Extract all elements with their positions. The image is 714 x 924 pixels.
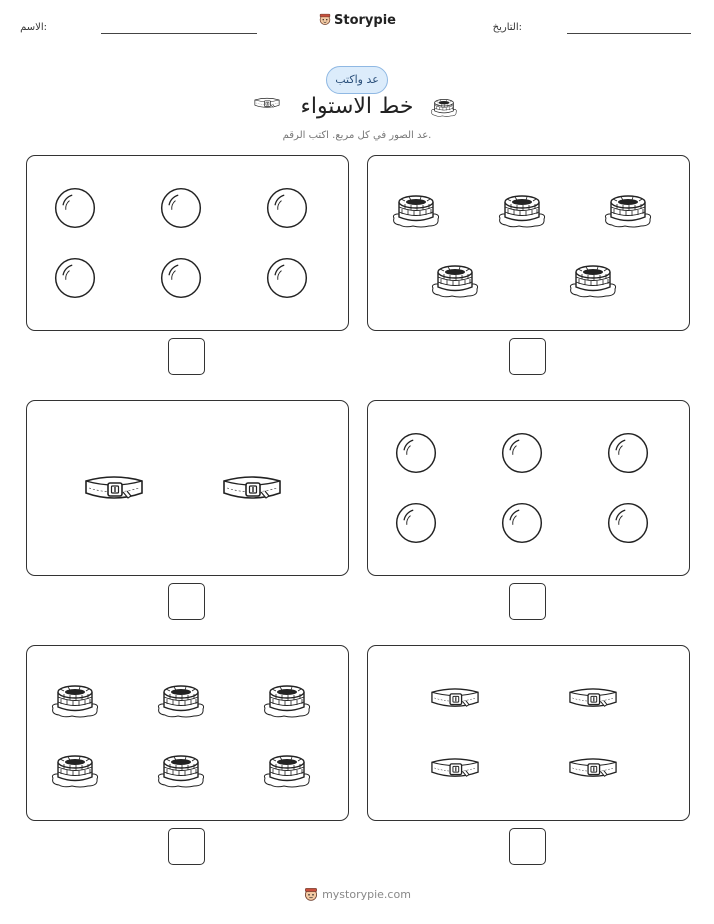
counting-box-1 (26, 155, 349, 331)
well-icon (156, 748, 206, 788)
bubble-icon (264, 185, 310, 231)
bubble-icon (264, 255, 310, 301)
activity-badge: عد واكتب (326, 66, 388, 94)
bubble-icon (158, 185, 204, 231)
counting-box-5 (26, 645, 349, 821)
footer-site[interactable]: mystorypie.com (322, 888, 411, 901)
belt-icon (568, 754, 618, 782)
answer-box-3[interactable] (168, 583, 205, 620)
well-icon (430, 258, 480, 298)
page-title: خط الاستواء (300, 94, 414, 119)
well-icon (156, 678, 206, 718)
counting-box-4 (367, 400, 690, 576)
answer-box-6[interactable] (509, 828, 546, 865)
date-field[interactable] (567, 33, 691, 34)
well-icon (391, 188, 441, 228)
brand-name: Storypie (334, 13, 396, 28)
well-icon (430, 95, 458, 117)
counting-box-2 (367, 155, 690, 331)
well-icon (262, 678, 312, 718)
belt-icon (430, 754, 480, 782)
name-label: الاسم: (20, 22, 47, 33)
storypie-logo-icon (318, 12, 332, 26)
belt-icon (221, 471, 283, 505)
bubble-icon (52, 185, 98, 231)
instruction-text: عد الصور في كل مربع. اكتب الرقم. (282, 130, 432, 141)
bubble-icon (158, 255, 204, 301)
footer (0, 886, 714, 902)
well-icon (50, 748, 100, 788)
answer-box-1[interactable] (168, 338, 205, 375)
storypie-logo-icon (303, 886, 319, 902)
belt-icon (430, 684, 480, 712)
name-field[interactable] (101, 33, 257, 34)
well-icon (497, 188, 547, 228)
bubble-icon (605, 430, 651, 476)
well-icon (50, 678, 100, 718)
answer-box-5[interactable] (168, 828, 205, 865)
bubble-icon (499, 500, 545, 546)
well-icon (262, 748, 312, 788)
brand (0, 12, 714, 28)
belt-icon (83, 471, 145, 505)
bubble-icon (393, 500, 439, 546)
well-icon (603, 188, 653, 228)
bubble-icon (52, 255, 98, 301)
date-label: التاريخ: (492, 22, 522, 33)
counting-box-6 (367, 645, 690, 821)
counting-box-3 (26, 400, 349, 576)
bubble-icon (499, 430, 545, 476)
bubble-icon (605, 500, 651, 546)
well-icon (568, 258, 618, 298)
belt-icon (568, 684, 618, 712)
answer-box-4[interactable] (509, 583, 546, 620)
bubble-icon (393, 430, 439, 476)
answer-box-2[interactable] (509, 338, 546, 375)
